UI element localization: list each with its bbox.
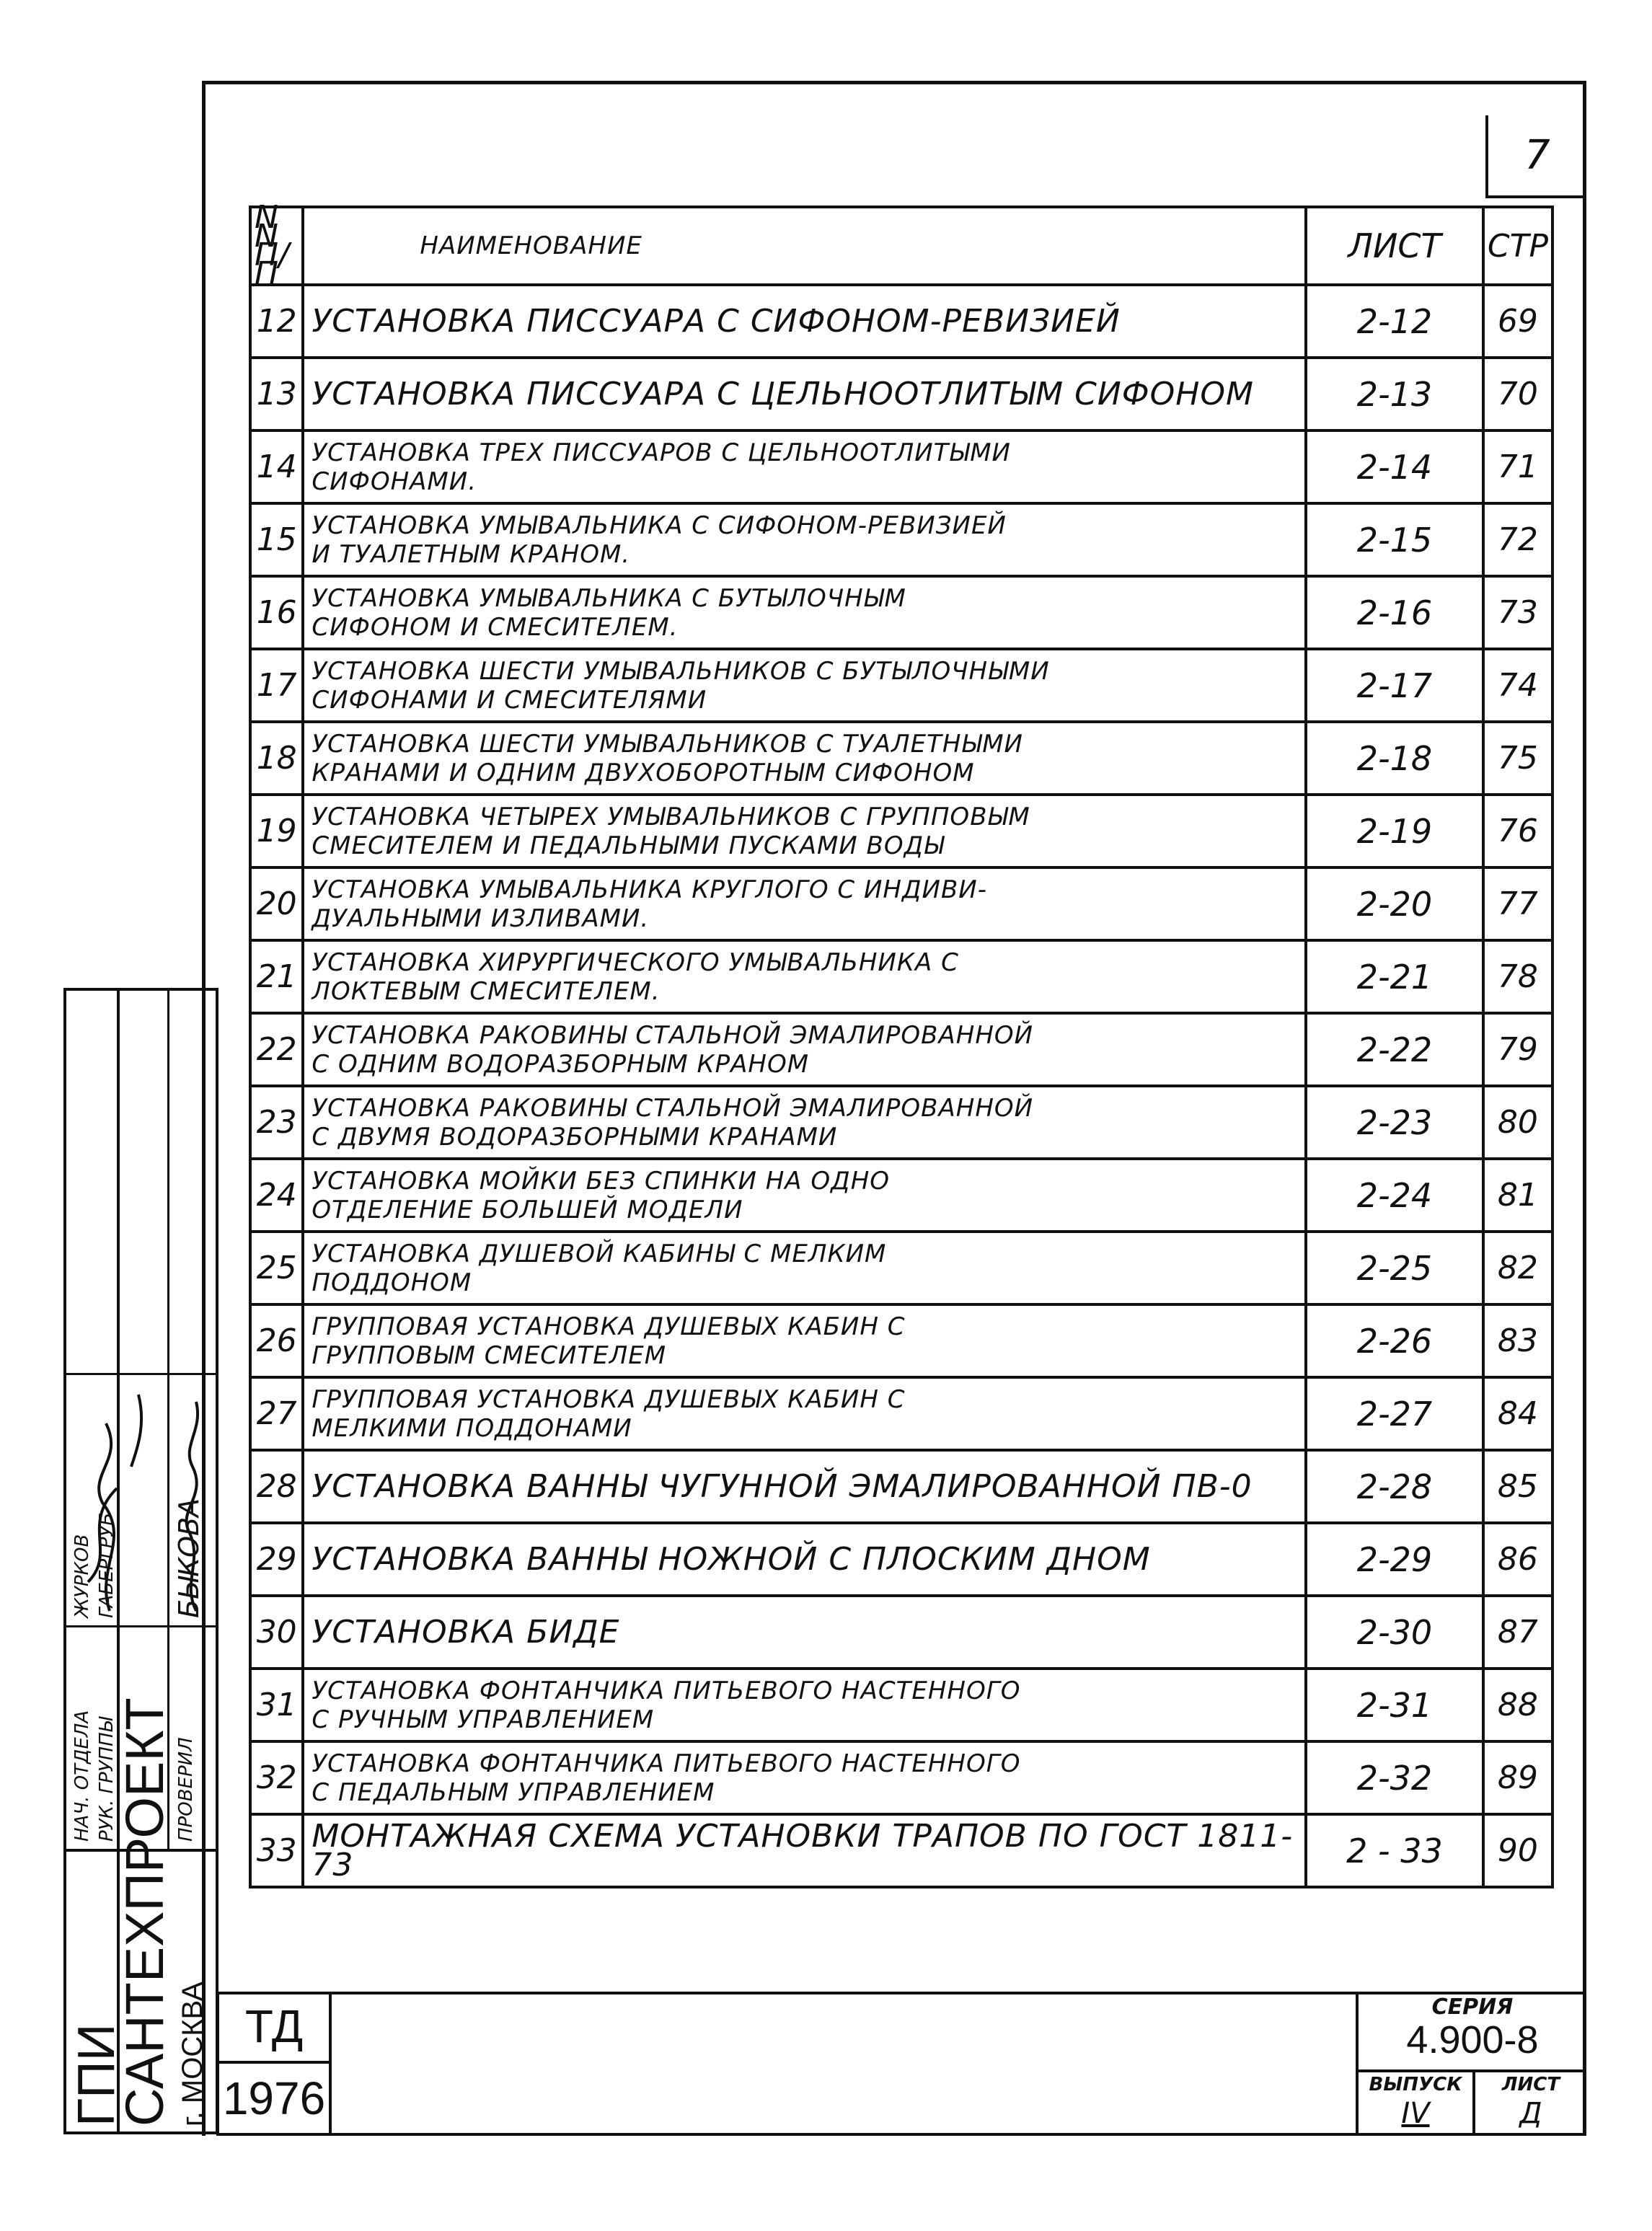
row-page: 89 [1483,1741,1552,1814]
row-page: 86 [1483,1523,1552,1596]
table-row [250,430,1552,503]
row-title [303,1159,1306,1232]
row-page: 77 [1483,867,1552,940]
row-title-line2: ПОДДОНОМ [312,1268,472,1297]
table-body [250,285,1552,1887]
header-sheet: ЛИСТ [1306,207,1483,285]
table-row [250,1814,1552,1887]
series-label: СЕРИЯ [1431,1994,1514,2020]
org-city: г. МОСКВА [177,1982,208,2126]
row-page: 75 [1483,722,1552,795]
row-title-line1: МОНТАЖНАЯ СХЕМА УСТАНОВКИ ТРАПОВ ПО ГОСТ 1811-73 [312,1817,1294,1883]
org-line2: САНТЕХПРОЕКТ [115,1697,175,2126]
row-page: 71 [1483,430,1552,503]
contents-table [249,199,1554,1888]
table-row [250,1596,1552,1669]
name-bykova: БЫКОВА [173,1498,205,1618]
row-number: 33 [250,1814,303,1887]
table-header-row [250,207,1552,285]
name-gabergrub: ГАБЕРГРУБ [96,1512,118,1618]
table-row [250,940,1552,1013]
row-page: 79 [1483,1013,1552,1086]
row-title [303,430,1306,503]
row-title [303,1596,1306,1669]
row-title [303,1669,1306,1741]
row-title [303,1741,1306,1814]
approval-stamp [63,988,218,2134]
table-row [250,1377,1552,1450]
sheet-label: ЛИСТ [1501,2074,1560,2095]
row-number: 12 [250,285,303,358]
row-title-line1: УСТАНОВКА ХИРУРГИЧЕСКОГО УМЫВАЛЬНИКА С [312,947,959,977]
issue-value: IV [1401,2097,1430,2130]
row-title-line1: УСТАНОВКА ТРЕХ ПИССУАРОВ С ЦЕЛЬНООТЛИТЫМИ [312,438,1011,467]
row-title-line1: УСТАНОВКА ВАННЫ ЧУГУННОЙ ЭМАЛИРОВАННОЙ ПВ-0 [312,1467,1253,1505]
series-value: 4.900-8 [1406,2018,1539,2062]
table-row [250,795,1552,867]
row-number: 29 [250,1523,303,1596]
row-sheet: 2-17 [1306,649,1483,722]
row-title [303,867,1306,940]
row-title-line1: УСТАНОВКА УМЫВАЛЬНИКА КРУГЛОГО С ИНДИВИ- [312,875,988,904]
table-row [250,1232,1552,1304]
row-title-line1: УСТАНОВКА ПИССУАРА С СИФОНОМ-РЕВИЗИЕЙ [312,302,1121,340]
role-group-lead: РУК. ГРУППЫ [96,1717,118,1842]
row-sheet: 2-14 [1306,430,1483,503]
row-title-line2: ОТДЕЛЕНИЕ БОЛЬШЕЙ МОДЕЛИ [312,1195,743,1224]
row-title-line1: УСТАНОВКА ШЕСТИ УМЫВАЛЬНИКОВ С БУТЫЛОЧНЫМИ [312,656,1050,686]
table-row [250,1523,1552,1596]
row-number: 14 [250,430,303,503]
row-number: 22 [250,1013,303,1086]
row-number: 13 [250,358,303,430]
table-row [250,722,1552,795]
row-sheet: 2-27 [1306,1377,1483,1450]
row-title [303,795,1306,867]
row-page: 81 [1483,1159,1552,1232]
row-page: 78 [1483,940,1552,1013]
row-title [303,576,1306,649]
sheet-value: Д [1519,2097,1542,2130]
row-title [303,1304,1306,1377]
row-title-line1: УСТАНОВКА ШЕСТИ УМЫВАЛЬНИКОВ С ТУАЛЕТНЫМИ [312,729,1023,759]
row-title [303,722,1306,795]
header-num: N N П/П [250,207,303,285]
table-row [250,649,1552,722]
row-title [303,1450,1306,1523]
row-page: 85 [1483,1450,1552,1523]
table-row [250,1159,1552,1232]
row-page: 88 [1483,1669,1552,1741]
row-sheet: 2-20 [1306,867,1483,940]
row-number: 23 [250,1086,303,1159]
row-title-line1: УСТАНОВКА ПИССУАРА С ЦЕЛЬНООТЛИТЫМ СИФОНОМ [312,375,1254,412]
row-sheet: 2-12 [1306,285,1483,358]
header-page: СТР [1483,207,1552,285]
row-title-line2: С ОДНИМ ВОДОРАЗБОРНЫМ КРАНОМ [312,1049,810,1079]
row-title-line1: УСТАНОВКА ЧЕТЫРЕХ УМЫВАЛЬНИКОВ С ГРУППОВЫМ [312,802,1030,831]
row-number: 25 [250,1232,303,1304]
title-block-blank [332,1992,1356,2136]
row-page: 70 [1483,358,1552,430]
row-title-line1: УСТАНОВКА РАКОВИНЫ СТАЛЬНОЙ ЭМАЛИРОВАННОЙ [312,1093,1034,1123]
row-number: 16 [250,576,303,649]
row-sheet: 2 - 33 [1306,1814,1483,1887]
row-title-line2: ДУАЛЬНЫМИ ИЗЛИВАМИ. [312,904,650,933]
row-title-line1: ГРУППОВАЯ УСТАНОВКА ДУШЕВЫХ КАБИН С [312,1384,906,1414]
row-number: 32 [250,1741,303,1814]
row-sheet: 2-32 [1306,1741,1483,1814]
row-number: 24 [250,1159,303,1232]
name-zhurkov: ЖУРКОВ [71,1534,93,1618]
row-title-line2: МЕЛКИМИ ПОДДОНАМИ [312,1413,632,1443]
row-sheet: 2-18 [1306,722,1483,795]
page-number: 7 [1485,115,1586,198]
row-page: 84 [1483,1377,1552,1450]
year: 1976 [216,2064,332,2136]
row-title-line1: УСТАНОВКА БИДЕ [312,1613,620,1651]
row-title [303,649,1306,722]
row-title [303,940,1306,1013]
row-title [303,1013,1306,1086]
table-row [250,867,1552,940]
table-row [250,285,1552,358]
row-title-line2: СИФОНОМ И СМЕСИТЕЛЕМ. [312,612,679,642]
row-title-line1: УСТАНОВКА ФОНТАНЧИКА ПИТЬЕВОГО НАСТЕННОГО [312,1749,1021,1778]
table-row [250,1013,1552,1086]
row-page: 73 [1483,576,1552,649]
role-head-dept: НАЧ. ОТДЕЛА [71,1710,93,1842]
table-row [250,576,1552,649]
table-row [250,1450,1552,1523]
row-title-line2: КРАНАМИ И ОДНИМ ДВУХОБОРОТНЫМ СИФОНОМ [312,758,975,787]
row-page: 76 [1483,795,1552,867]
row-sheet: 2-25 [1306,1232,1483,1304]
signature-image [66,1380,167,1618]
table-row [250,358,1552,430]
row-title-line2: С РУЧНЫМ УПРАВЛЕНИЕМ [312,1705,655,1734]
row-title [303,1377,1306,1450]
row-number: 31 [250,1669,303,1741]
row-sheet: 2-19 [1306,795,1483,867]
row-page: 72 [1483,503,1552,576]
row-sheet: 2-31 [1306,1669,1483,1741]
row-number: 26 [250,1304,303,1377]
row-number: 30 [250,1596,303,1669]
bottom-border [216,2133,1586,2136]
row-title [303,1814,1306,1887]
row-title-line2: С ПЕДАЛЬНЫМ УПРАВЛЕНИЕМ [312,1777,715,1807]
td-mark: ТД [216,1992,332,2064]
row-title [303,358,1306,430]
row-number: 20 [250,867,303,940]
row-sheet: 2-13 [1306,358,1483,430]
row-number: 17 [250,649,303,722]
row-title [303,503,1306,576]
table-row [250,503,1552,576]
row-sheet: 2-21 [1306,940,1483,1013]
row-sheet: 2-22 [1306,1013,1483,1086]
row-title [303,1086,1306,1159]
row-sheet: 2-30 [1306,1596,1483,1669]
row-title-line1: УСТАНОВКА ДУШЕВОЙ КАБИНЫ С МЕЛКИМ [312,1239,887,1268]
row-title-line2: СИФОНАМИ. [312,467,477,496]
row-title-line2: СИФОНАМИ И СМЕСИТЕЛЯМИ [312,685,707,715]
row-number: 28 [250,1450,303,1523]
stamp-divider [66,1373,216,1375]
series-block [1356,1992,1586,2136]
row-page: 90 [1483,1814,1552,1887]
row-page: 87 [1483,1596,1552,1669]
table-row [250,1741,1552,1814]
row-title-line2: И ТУАЛЕТНЫМ КРАНОМ. [312,539,631,569]
row-page: 82 [1483,1232,1552,1304]
row-title-line1: УСТАНОВКА УМЫВАЛЬНИКА С СИФОНОМ-РЕВИЗИЕЙ [312,511,1007,540]
row-title-line2: ГРУППОВЫМ СМЕСИТЕЛЕМ [312,1340,667,1370]
row-sheet: 2-15 [1306,503,1483,576]
row-number: 19 [250,795,303,867]
row-number: 21 [250,940,303,1013]
stamp-divider [66,1625,216,1627]
role-checked: ПРОВЕРИЛ [175,1737,197,1842]
row-number: 15 [250,503,303,576]
table-row [250,1304,1552,1377]
row-title-line1: УСТАНОВКА ФОНТАНЧИКА ПИТЬЕВОГО НАСТЕННОГО [312,1676,1021,1705]
row-page: 69 [1483,285,1552,358]
org-line1: ГПИ [68,2023,125,2126]
row-title-line1: УСТАНОВКА УМЫВАЛЬНИКА С БУТЫЛОЧНЫМ [312,583,906,613]
row-sheet: 2-23 [1306,1086,1483,1159]
row-sheet: 2-26 [1306,1304,1483,1377]
row-page: 80 [1483,1086,1552,1159]
table-row [250,1086,1552,1159]
row-title-line2: С ДВУМЯ ВОДОРАЗБОРНЫМИ КРАНАМИ [312,1122,838,1152]
issue-label: ВЫПУСК [1369,2074,1462,2095]
row-page: 83 [1483,1304,1552,1377]
row-title [303,1232,1306,1304]
row-title [303,285,1306,358]
row-title-line1: УСТАНОВКА ВАННЫ НОЖНОЙ С ПЛОСКИМ ДНОМ [312,1540,1151,1578]
row-title-line2: ЛОКТЕВЫМ СМЕСИТЕЛЕМ. [312,976,661,1006]
row-number: 18 [250,722,303,795]
row-title-line1: УСТАНОВКА МОЙКИ БЕЗ СПИНКИ НА ОДНО [312,1166,891,1196]
row-title-line2: СМЕСИТЕЛЕМ И ПЕДАЛЬНЫМИ ПУСКАМИ ВОДЫ [312,831,945,860]
row-sheet: 2-28 [1306,1450,1483,1523]
table-row [250,1669,1552,1741]
row-number: 27 [250,1377,303,1450]
row-page: 74 [1483,649,1552,722]
row-title-line1: УСТАНОВКА РАКОВИНЫ СТАЛЬНОЙ ЭМАЛИРОВАННОЙ [312,1020,1034,1050]
row-title [303,1523,1306,1596]
header-name: НАИМЕНОВАНИЕ [303,207,1306,285]
row-title-line1: ГРУППОВАЯ УСТАНОВКА ДУШЕВЫХ КАБИН С [312,1312,906,1341]
row-sheet: 2-24 [1306,1159,1483,1232]
signature-image [167,1380,216,1618]
row-sheet: 2-16 [1306,576,1483,649]
row-sheet: 2-29 [1306,1523,1483,1596]
